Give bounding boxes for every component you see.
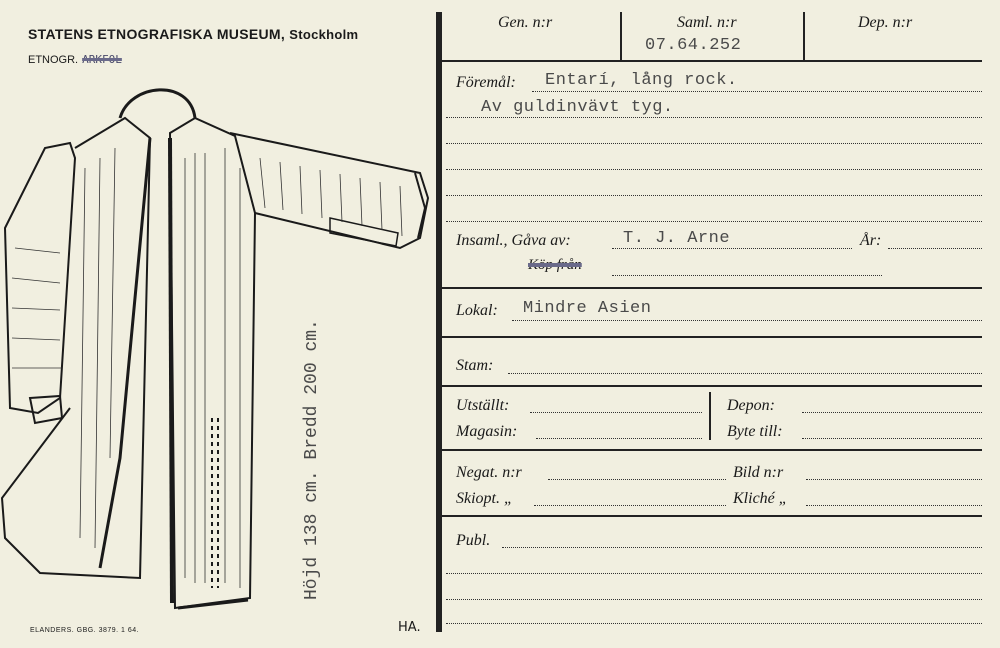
row-rule [440, 385, 982, 387]
museum-city: Stockholm [289, 27, 359, 42]
kliche-label: Kliché „ [733, 490, 788, 507]
dotted-line [446, 623, 982, 624]
utstallt-label: Utställt: [456, 397, 510, 414]
foremal-line1: Entarí, lång rock. [545, 71, 738, 90]
initials: HA. [398, 620, 421, 635]
skiopt-label: Skiopt. „ [456, 490, 513, 507]
foremal-line2: Av guldinvävt tyg. [481, 98, 674, 117]
foremal-label: Föremål: [456, 74, 516, 91]
dotted-line [530, 412, 702, 413]
department-struck: ARKFOL [82, 53, 122, 66]
printer-imprint: ELANDERS. GBG. 3879. 1 64. [30, 627, 140, 634]
depon-label: Depon: [727, 397, 775, 414]
dotted-line [802, 412, 982, 413]
garment-drawing [0, 78, 440, 618]
dotted-line [446, 599, 982, 600]
museum-name: STATENS ETNOGRAFISKA MUSEUM, [28, 26, 286, 42]
department-line [28, 50, 122, 68]
divider [803, 12, 805, 60]
row-rule [440, 515, 982, 517]
dotted-line [612, 248, 852, 249]
dimensions-text: Höjd 138 cm. Bredd 200 cm. [302, 319, 322, 600]
dotted-line [512, 320, 982, 321]
dotted-line [502, 547, 982, 548]
dotted-line [446, 143, 982, 144]
lokal-value: Mindre Asien [523, 299, 652, 318]
byte-label: Byte till: [727, 423, 783, 440]
dotted-line [534, 505, 726, 506]
dep-nr-label: Dep. n:r [858, 14, 913, 31]
museum-header [28, 26, 358, 42]
dotted-line [532, 91, 982, 92]
insaml-value: T. J. Arne [623, 229, 731, 248]
row-rule [440, 287, 982, 289]
main-divider [436, 12, 442, 632]
dotted-line [536, 438, 702, 439]
saml-nr-label: Saml. n:r [677, 14, 737, 31]
bild-label: Bild n:r [733, 464, 784, 481]
dotted-line [806, 479, 982, 480]
negat-label: Negat. n:r [456, 464, 522, 481]
insaml-label: Insaml., Gåva av: [456, 232, 571, 249]
dotted-line [446, 573, 982, 574]
stam-label: Stam: [456, 357, 494, 374]
dotted-line [806, 505, 982, 506]
dotted-line [446, 169, 982, 170]
gen-nr-label: Gen. n:r [498, 14, 553, 31]
divider [620, 12, 622, 60]
lokal-label: Lokal: [456, 302, 498, 319]
magasin-label: Magasin: [456, 423, 518, 440]
publ-label: Publ. [456, 532, 491, 549]
row-rule [440, 60, 982, 62]
year-label: År: [860, 232, 882, 249]
dotted-line [446, 117, 982, 118]
dotted-line [802, 438, 982, 439]
divider [709, 392, 711, 440]
dotted-line [446, 221, 982, 222]
saml-nr-value: 07.64.252 [645, 36, 742, 55]
dotted-line [548, 479, 726, 480]
row-rule [440, 449, 982, 451]
row-rule [440, 336, 982, 338]
dotted-line [612, 275, 882, 276]
dotted-line [508, 373, 982, 374]
insaml-struck: Köp från [528, 257, 582, 273]
dotted-line [888, 248, 982, 249]
department-prefix: ETNOGR. [28, 54, 79, 66]
dotted-line [446, 195, 982, 196]
